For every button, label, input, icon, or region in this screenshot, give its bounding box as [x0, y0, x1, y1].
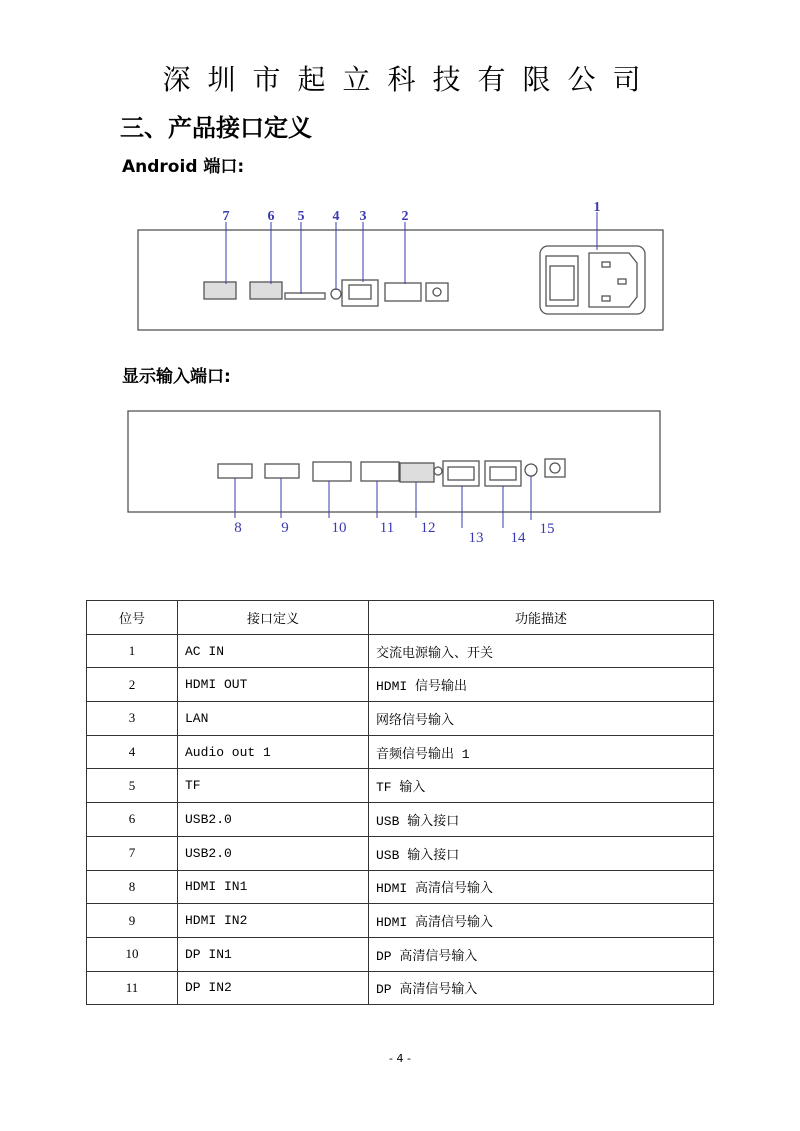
- table-row: [87, 634, 714, 668]
- cell-interface: HDMI IN2: [178, 904, 369, 938]
- page-number: - 4 -: [389, 1052, 411, 1065]
- port-label: 12: [420, 520, 436, 536]
- cell-interface: Audio out 1: [178, 735, 369, 769]
- port-label: 2: [401, 209, 409, 224]
- cell-position: 9: [87, 904, 178, 938]
- cell-position: 7: [87, 836, 178, 870]
- port-label: 14: [510, 530, 526, 546]
- port-label: 11: [379, 520, 395, 536]
- port-label: 4: [332, 209, 340, 224]
- cell-description: DP 高清信号输入: [369, 937, 714, 971]
- cell-interface: HDMI IN1: [178, 870, 369, 904]
- table-row: [87, 836, 714, 870]
- cell-interface: TF: [178, 769, 369, 803]
- table-row: [87, 803, 714, 837]
- cell-position: 2: [87, 668, 178, 702]
- header-description: 功能描述: [369, 601, 714, 635]
- display-ports-title: 显示输入端口:: [122, 367, 231, 387]
- interface-table: [86, 600, 714, 1005]
- cell-position: 3: [87, 702, 178, 736]
- cell-description: 音频信号输出 1: [369, 735, 714, 769]
- cell-description: 交流电源输入、开关: [369, 634, 714, 668]
- table-row: [87, 870, 714, 904]
- cell-interface: USB2.0: [178, 803, 369, 837]
- header-position: 位号: [87, 601, 178, 635]
- header-interface: 接口定义: [178, 601, 369, 635]
- table-row: [87, 904, 714, 938]
- cell-description: HDMI 信号输出: [369, 668, 714, 702]
- table-row: [87, 702, 714, 736]
- android-ports-title: Android 端口:: [122, 157, 245, 177]
- cell-position: 1: [87, 634, 178, 668]
- cell-interface: DP IN1: [178, 937, 369, 971]
- table-row: [87, 937, 714, 971]
- cell-description: DP 高清信号输入: [369, 971, 714, 1005]
- port-label: 9: [281, 520, 289, 536]
- port-label: 3: [359, 209, 367, 224]
- cell-interface: LAN: [178, 702, 369, 736]
- cell-interface: HDMI OUT: [178, 668, 369, 702]
- cell-interface: AC IN: [178, 634, 369, 668]
- port-label: 1: [593, 200, 601, 215]
- cell-description: HDMI 高清信号输入: [369, 904, 714, 938]
- cell-position: 10: [87, 937, 178, 971]
- cell-interface: USB2.0: [178, 836, 369, 870]
- port-label: 8: [234, 520, 242, 536]
- cell-description: 网络信号输入: [369, 702, 714, 736]
- company-header: 深圳市起立科技有限公司: [162, 63, 658, 96]
- table-row: [87, 769, 714, 803]
- cell-position: 11: [87, 971, 178, 1005]
- table-header-row: [87, 601, 714, 635]
- cell-position: 4: [87, 735, 178, 769]
- cell-description: HDMI 高清信号输入: [369, 870, 714, 904]
- port-label: 10: [331, 520, 347, 536]
- cell-interface: DP IN2: [178, 971, 369, 1005]
- port-label: 6: [267, 209, 275, 224]
- table-row: [87, 971, 714, 1005]
- port-label: 15: [539, 521, 555, 537]
- cell-position: 6: [87, 803, 178, 837]
- cell-description: USB 输入接口: [369, 803, 714, 837]
- cell-position: 8: [87, 870, 178, 904]
- port-label: 7: [222, 209, 230, 224]
- section-title: 三、产品接口定义: [120, 114, 312, 142]
- table-row: [87, 668, 714, 702]
- cell-description: TF 输入: [369, 769, 714, 803]
- cell-description: USB 输入接口: [369, 836, 714, 870]
- cell-position: 5: [87, 769, 178, 803]
- port-label: 5: [297, 209, 305, 224]
- table-row: [87, 735, 714, 769]
- display-ports-diagram: [0, 0, 800, 560]
- port-label: 13: [468, 530, 484, 546]
